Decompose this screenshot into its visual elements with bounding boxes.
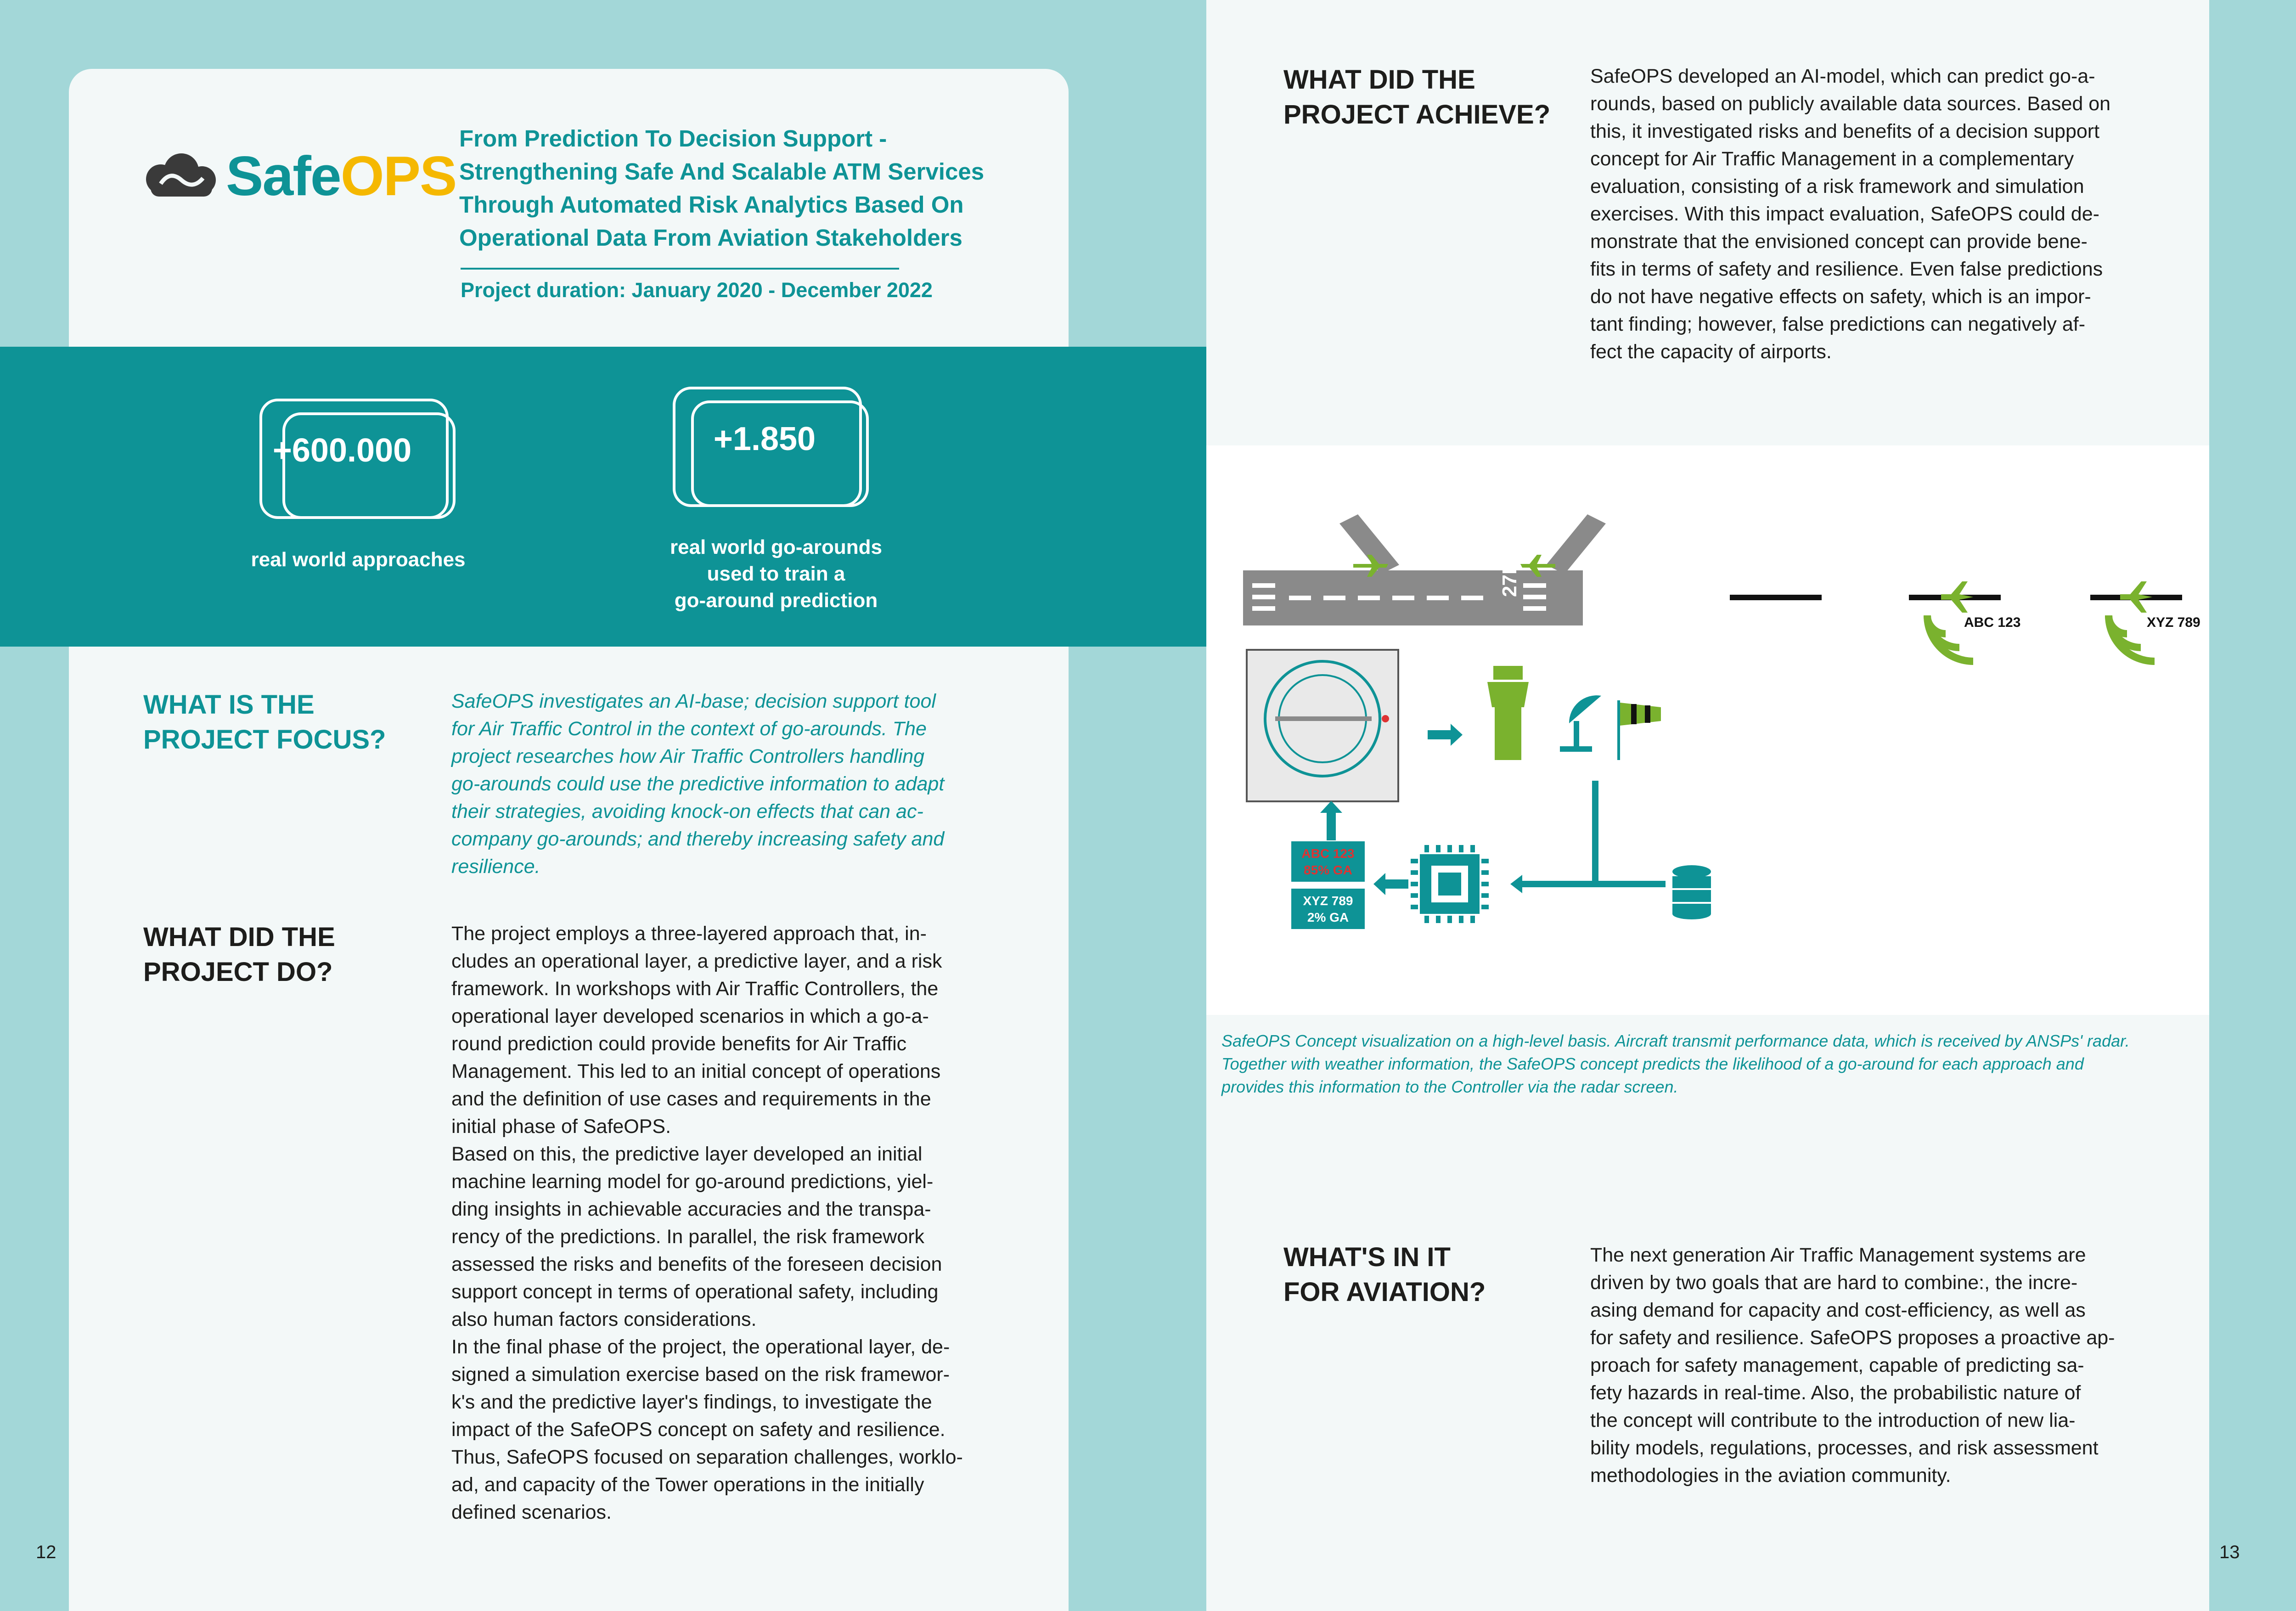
logo-text-ops: OPS (340, 145, 456, 207)
runway-group (1243, 514, 1606, 625)
text-line: driven by two goals that are hard to combine:, the incre- (1590, 1272, 2078, 1294)
aircraft-label-1: ABC 123 (1964, 615, 2021, 630)
text-line: Based on this, the predictive layer developed an initial (451, 1143, 923, 1165)
achieve-heading (1283, 62, 1550, 132)
text-line: company go-arounds; and thereby increasing safety and (451, 828, 945, 850)
text-line: impact of the SafeOPS concept on safety and resilience. (451, 1419, 945, 1441)
project-duration: Project duration: January 2020 - December 2022 (461, 278, 933, 302)
text-line: methodologies in the aviation community. (1590, 1465, 1951, 1487)
stat-approaches-label: real world approaches (251, 548, 466, 571)
prediction-box-2 (1291, 889, 1365, 929)
text-line: In the final phase of the project, the operational layer, de- (451, 1336, 950, 1358)
prediction-line: 2% GA (1307, 910, 1349, 924)
text-line: go-arounds could use the predictive information to adapt (451, 773, 945, 795)
stats-band (0, 347, 1206, 647)
text-line: operational layer developed scenarios in which a go-a- (451, 1005, 929, 1027)
aircraft-icon (1941, 581, 2152, 613)
text-line: round prediction could provide benefits for Air Traffic (451, 1033, 907, 1055)
title-divider (461, 268, 899, 270)
text-line: assessed the risks and benefits of the foreseen decision (451, 1253, 942, 1275)
arrow-icon (1320, 801, 1342, 840)
text-line: their strategies, avoiding knock-on effects that can ac- (451, 800, 923, 822)
caption-line: provides this information to the Controller via the radar screen. (1221, 1077, 1678, 1096)
text-line: ding insights in achievable accuracies and the transpa- (451, 1198, 931, 1220)
text-line: fety hazards in real-time. Also, the probabilistic nature of (1590, 1382, 2081, 1404)
arrow-icon (1428, 724, 1463, 746)
heading-line: PROJECT ACHIEVE? (1283, 100, 1551, 130)
prediction-box-1 (1291, 841, 1365, 882)
did-text (451, 920, 979, 1526)
text-line: the concept will contribute to the introduction of new lia- (1590, 1409, 2076, 1431)
text-line: fect the capacity of airports. (1590, 341, 1832, 363)
heading-line: WHAT IS THE (143, 690, 315, 720)
text-line: project researches how Air Traffic Controllers handling (451, 745, 925, 767)
runway-label: 27L (1498, 562, 1521, 597)
text-line: monstrate that the envisioned concept can provide bene- (1590, 231, 2088, 253)
heading-line: WHAT'S IN IT (1283, 1242, 1451, 1272)
text-line: The project employs a three-layered approach that, in- (451, 923, 927, 945)
text-line: SafeOPS developed an AI-model, which can predict go-a- (1590, 65, 2095, 87)
heading-line: PROJECT DO? (143, 957, 333, 987)
arrow-icon (1373, 873, 1408, 895)
page-number-12: 12 (36, 1542, 56, 1562)
heading-line: WHAT DID THE (143, 922, 335, 952)
text-line: signed a simulation exercise based on the risk framewor- (451, 1363, 950, 1386)
text-line: ad, and capacity of the Tower operations in the initially (451, 1474, 924, 1496)
stat-label-line: real world go-arounds (670, 536, 883, 558)
text-line: rency of the predictions. In parallel, the risk framework (451, 1226, 925, 1248)
text-line: k's and the predictive layer's findings, to investigate the (451, 1391, 932, 1413)
stat-go-arounds-label (611, 534, 941, 614)
text-line: proach for safety management, capable of predicting sa- (1590, 1354, 2084, 1376)
safeops-logo-icon (142, 152, 220, 202)
arrow-icon (1510, 875, 1522, 893)
text-line: machine learning model for go-around predictions, yiel- (451, 1171, 934, 1193)
text-line: bility models, regulations, processes, and risk assessment (1590, 1437, 2099, 1459)
prediction-line: 85% GA (1304, 863, 1352, 877)
achieve-text (1590, 62, 2134, 366)
text-line: support concept in terms of operational safety, including (451, 1281, 939, 1303)
aircraft-label-2: XYZ 789 (2147, 615, 2200, 630)
text-line: also human factors considerations. (451, 1308, 757, 1330)
title-line: From Prediction To Decision Support - (459, 125, 887, 152)
diagram-caption (1221, 1030, 2130, 1098)
text-line: resilience. (451, 856, 540, 878)
text-line: rounds, based on publicly available data sources. Based on (1590, 93, 2111, 115)
stat-approaches-value: +600.000 (272, 432, 412, 469)
text-line: and the definition of use cases and requirements in the (451, 1088, 931, 1110)
text-line: defined scenarios. (451, 1501, 612, 1523)
text-line: asing demand for capacity and cost-efficiency, as well as (1590, 1299, 2086, 1321)
did-heading (143, 920, 335, 990)
heading-line: PROJECT FOCUS? (143, 725, 386, 755)
focus-heading (143, 687, 386, 757)
text-line: fits in terms of safety and resilience. Even false predictions (1590, 258, 2103, 280)
text-line: for Air Traffic Control in the context of go-arounds. The (451, 718, 927, 740)
prediction-line: ABC 123 (1301, 846, 1355, 861)
stat-label-line: go-around prediction (674, 589, 878, 612)
logo-text-safe: Safe (226, 145, 341, 207)
text-line: tant finding; however, false predictions can negatively af- (1590, 313, 2086, 335)
text-line: concept for Air Traffic Management in a complementary (1590, 148, 2074, 170)
text-line: framework. In workshops with Air Traffic Controllers, the (451, 978, 939, 1000)
caption-line: SafeOPS Concept visualization on a high-level basis. Aircraft transmit performance data, which is received by ANSPs' radar. (1221, 1031, 2130, 1050)
text-line: evaluation, consisting of a risk framework and simulation (1590, 175, 2084, 197)
aviation-heading (1283, 1240, 1486, 1310)
windsock-icon (1617, 700, 1661, 760)
text-line: The next generation Air Traffic Management systems are (1590, 1244, 2086, 1266)
text-line: for safety and resilience. SafeOPS proposes a proactive ap- (1590, 1327, 2115, 1349)
signal-icon (1927, 615, 2155, 661)
radar-screen-icon (1247, 650, 1398, 801)
focus-text (451, 687, 979, 880)
tower-icon (1487, 666, 1529, 760)
approach-line (1730, 595, 1822, 600)
heading-line: FOR AVIATION? (1283, 1277, 1486, 1307)
page-number-13: 13 (2219, 1542, 2240, 1562)
prediction-line: XYZ 789 (1303, 894, 1353, 908)
stat-go-arounds-value: +1.850 (713, 421, 816, 457)
text-line: cludes an operational layer, a predictive layer, and a risk (451, 950, 942, 972)
heading-line: WHAT DID THE (1283, 65, 1475, 95)
project-title (459, 122, 1038, 254)
text-line: SafeOPS investigates an AI-base; decision support tool (451, 690, 936, 712)
text-line: Thus, SafeOPS focused on separation challenges, worklo- (451, 1446, 963, 1468)
ai-chip-icon (1411, 845, 1489, 923)
title-line: Through Automated Risk Analytics Based On (459, 192, 964, 218)
title-line: Strengthening Safe And Scalable ATM Services (459, 158, 985, 185)
aviation-text (1590, 1241, 2134, 1489)
caption-line: Together with weather information, the SafeOPS concept predicts the likelihood of a go-around for each approach and (1221, 1054, 2084, 1073)
title-line: Operational Data From Aviation Stakeholders (459, 225, 962, 251)
radar-dish-icon (1560, 695, 1601, 752)
logo-wordmark (226, 141, 456, 210)
stat-label-line: used to train a (707, 563, 845, 585)
text-line: Management. This led to an initial concept of operations (451, 1060, 941, 1082)
connector-lines (1519, 781, 1666, 884)
text-line: do not have negative effects on safety, which is an impor- (1590, 286, 2091, 308)
text-line: this, it investigated risks and benefits of a decision support (1590, 120, 2100, 142)
concept-diagram (1206, 445, 2209, 1015)
text-line: initial phase of SafeOPS. (451, 1115, 671, 1138)
database-icon (1672, 865, 1711, 919)
text-line: exercises. With this impact evaluation, SafeOPS could de- (1590, 203, 2099, 225)
